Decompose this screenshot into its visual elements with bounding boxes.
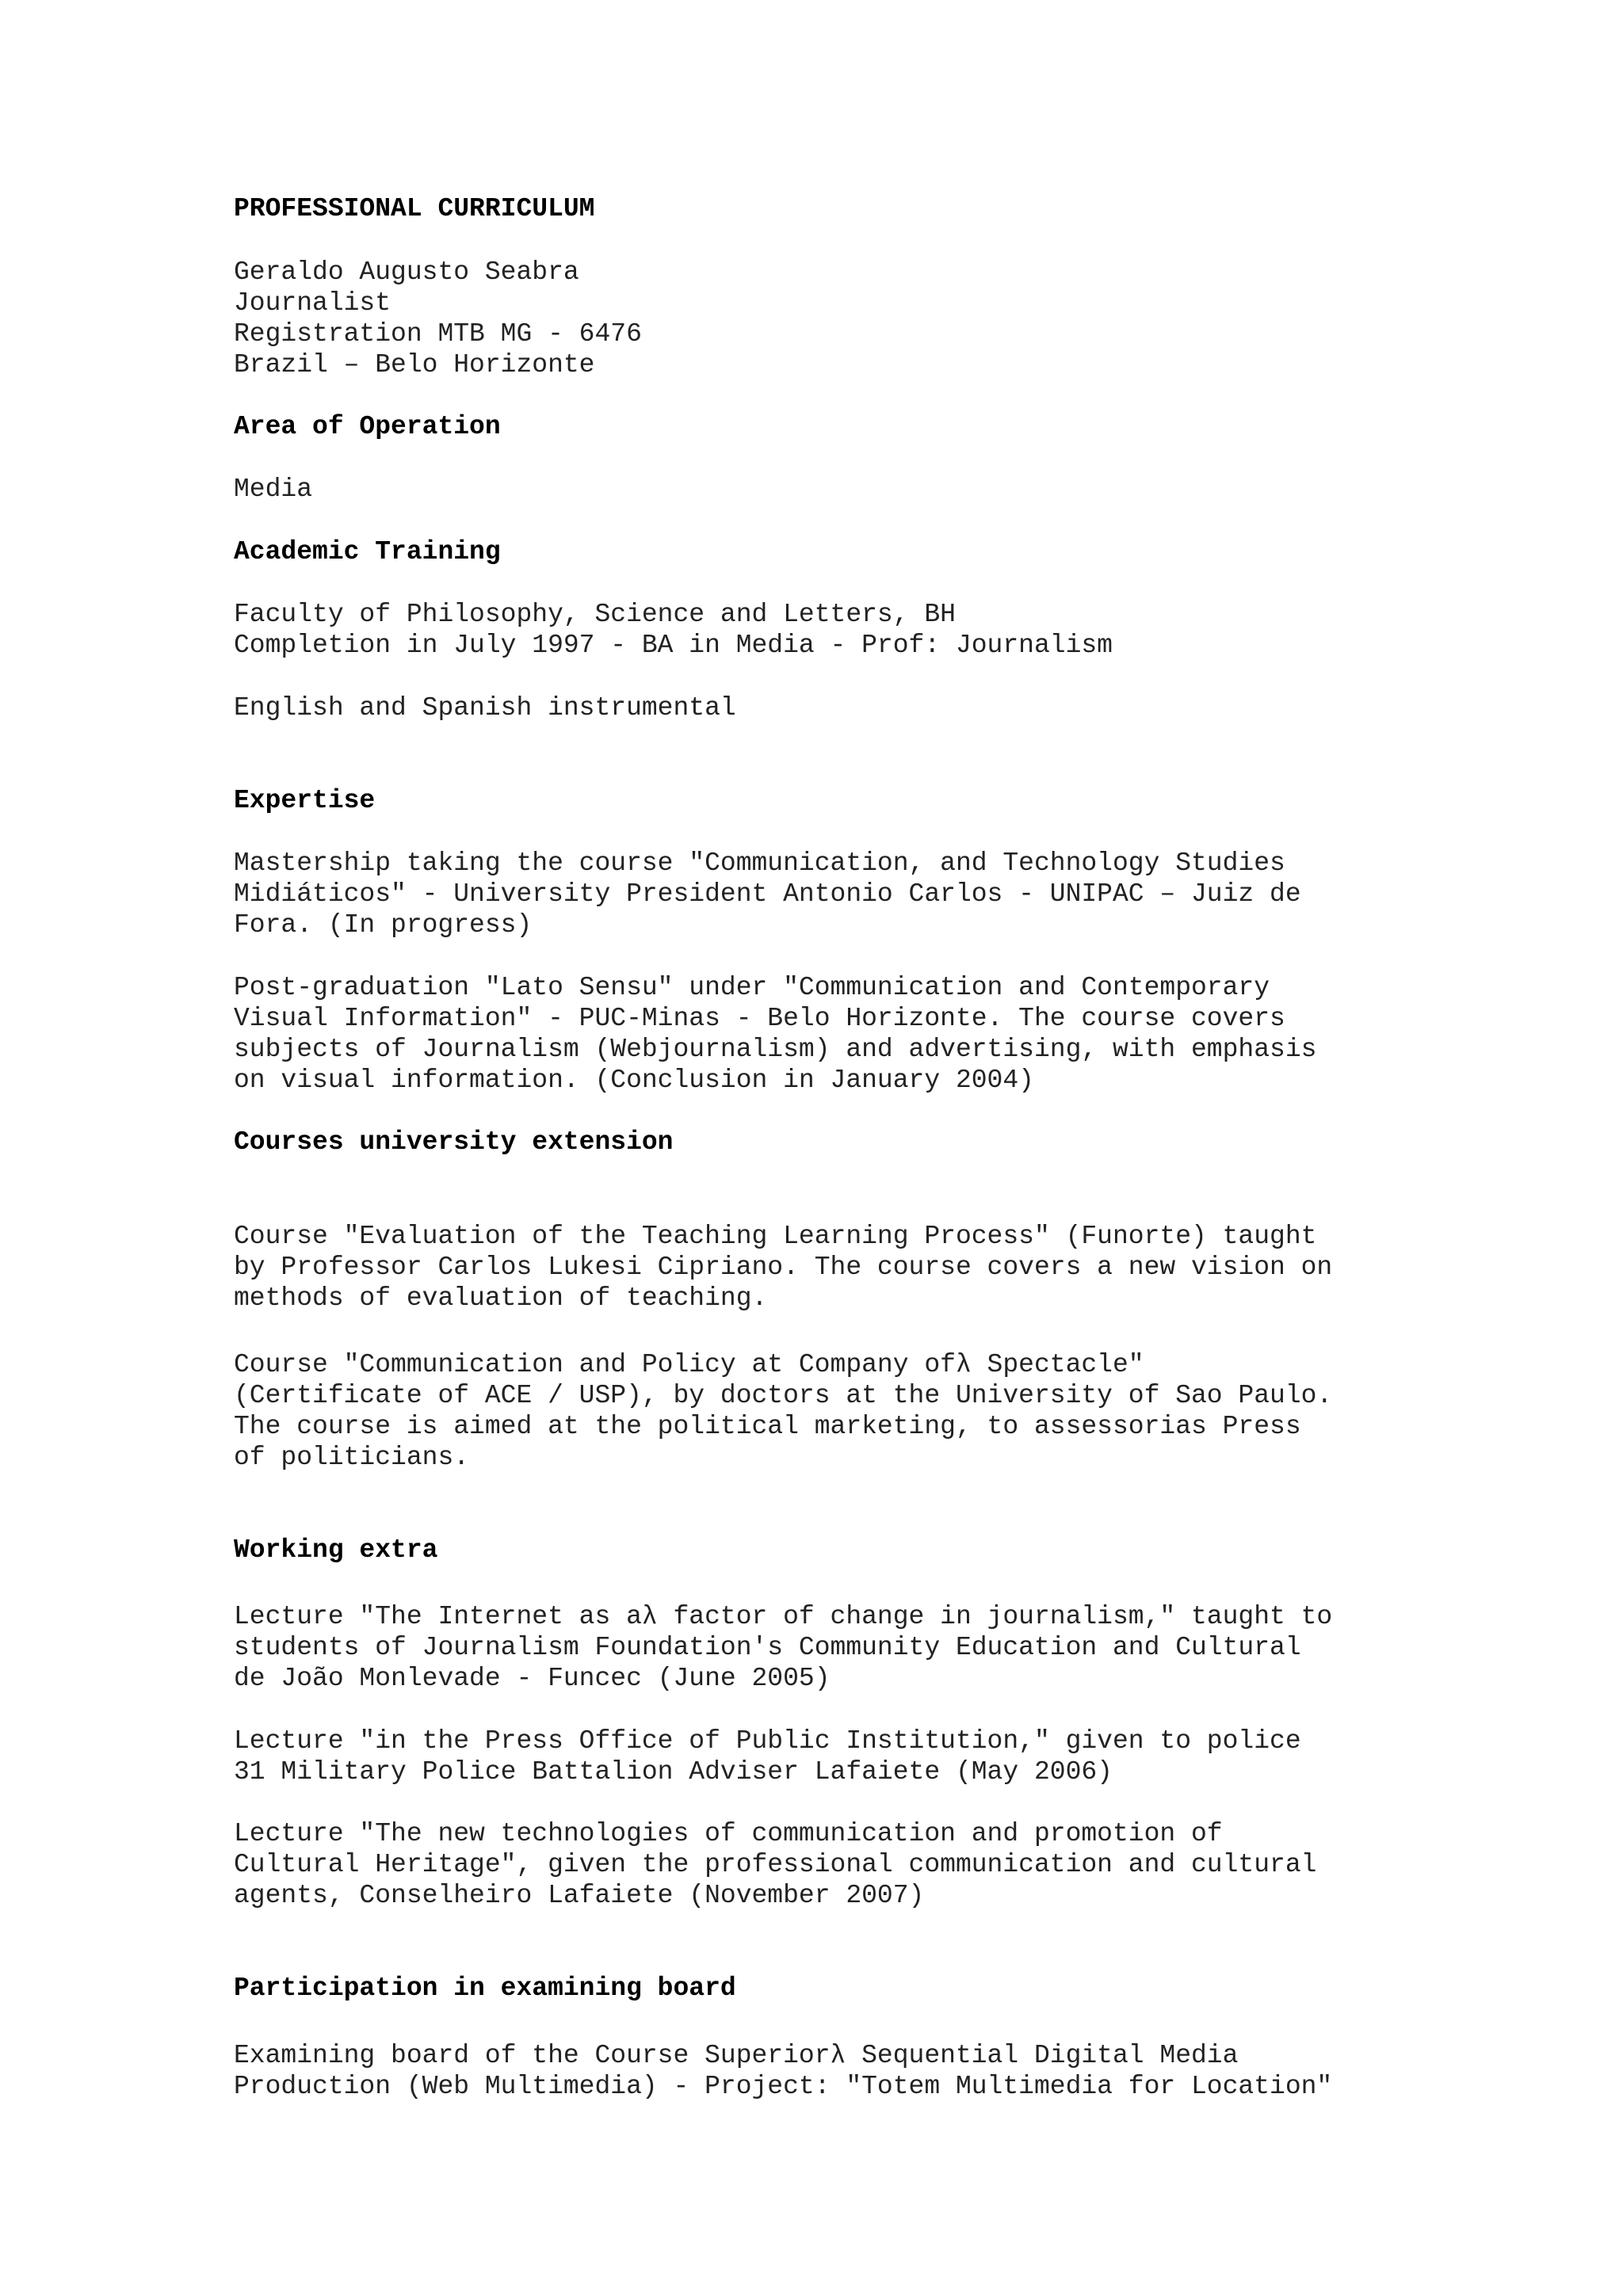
courses-extension-line: Course "Communication and Policy at Company ofλ Spectacle" [234, 1350, 1144, 1379]
section-heading-working-extra: Working extra [234, 1535, 438, 1565]
profession-line: Journalist [234, 288, 391, 318]
expertise-line: Fora. (In progress) [234, 910, 533, 940]
working-extra-line: 31 Military Police Battalion Adviser Lafaiete (May 2006) [234, 1757, 1113, 1787]
working-extra-line: students of Journalism Foundation's Community Education and Cultural [234, 1633, 1301, 1662]
section-heading-area-of-operation: Area of Operation [234, 412, 501, 441]
academic-training-line: English and Spanish instrumental [234, 693, 736, 723]
section-heading-examining-board: Participation in examining board [234, 1974, 736, 2003]
expertise-line: Mastership taking the course "Communication, and Technology Studies [234, 849, 1285, 878]
courses-extension-line: The course is aimed at the political marketing, to assessorias Press [234, 1412, 1301, 1441]
academic-training-line: Faculty of Philosophy, Science and Letters, BH [234, 600, 956, 629]
expertise-line: Visual Information" - PUC-Minas - Belo Horizonte. The course covers [234, 1004, 1285, 1033]
working-extra-line: Cultural Heritage", given the professional communication and cultural [234, 1850, 1317, 1879]
section-heading-academic-training: Academic Training [234, 537, 501, 566]
courses-extension-line: of politicians. [234, 1443, 470, 1472]
working-extra-line: Lecture "in the Press Office of Public Institution," given to police [234, 1726, 1301, 1756]
examining-board-line: Examining board of the Course Superiorλ Sequential Digital Media [234, 2041, 1239, 2070]
section-heading-expertise: Expertise [234, 786, 376, 815]
section-heading-courses-extension: Courses university extension [234, 1127, 674, 1157]
working-extra-line: Lecture "The new technologies of communication and promotion of [234, 1819, 1223, 1848]
courses-extension-line: by Professor Carlos Lukesi Cipriano. The course covers a new vision on [234, 1253, 1333, 1282]
working-extra-line: de João Monlevade - Funcec (June 2005) [234, 1664, 831, 1693]
document-title: PROFESSIONAL CURRICULUM [234, 194, 595, 223]
expertise-line: subjects of Journalism (Webjournalism) and advertising, with emphasis [234, 1035, 1317, 1064]
expertise-line: Midiáticos" - University President Antonio Carlos - UNIPAC – Juiz de [234, 879, 1301, 909]
name-line: Geraldo Augusto Seabra [234, 257, 579, 287]
working-extra-line: agents, Conselheiro Lafaiete (November 2007) [234, 1881, 925, 1910]
courses-extension-line: methods of evaluation of teaching. [234, 1283, 768, 1313]
academic-training-line: Completion in July 1997 - BA in Media - Prof: Journalism [234, 631, 1113, 660]
location-line: Brazil – Belo Horizonte [234, 350, 595, 379]
expertise-line: Post-graduation "Lato Sensu" under "Communication and Contemporary [234, 973, 1270, 1002]
examining-board-line: Production (Web Multimedia) - Project: "Totem Multimedia for Location" [234, 2072, 1333, 2101]
expertise-line: on visual information. (Conclusion in January 2004) [234, 1066, 1034, 1095]
registration-line: Registration MTB MG - 6476 [234, 319, 642, 349]
working-extra-line: Lecture "The Internet as aλ factor of change in journalism," taught to [234, 1602, 1333, 1631]
courses-extension-line: Course "Evaluation of the Teaching Learning Process" (Funorte) taught [234, 1222, 1317, 1251]
area-of-operation-text: Media [234, 475, 313, 504]
courses-extension-line: (Certificate of ACE / USP), by doctors at the University of Sao Paulo. [234, 1381, 1333, 1410]
